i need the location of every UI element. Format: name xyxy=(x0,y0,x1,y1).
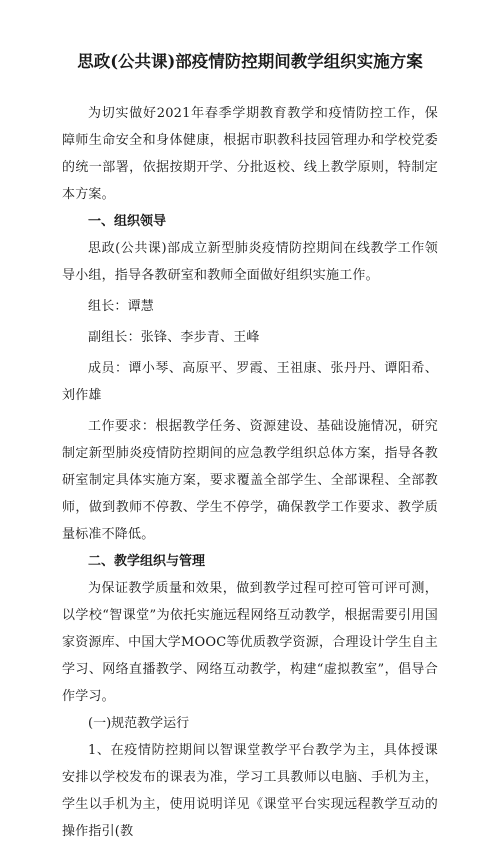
sub-heading-teaching-operation: (一)规范教学运行 xyxy=(88,716,190,731)
work-requirements: 工作要求：根据教学任务、资源建设、基础设施情况，研究制定新型肺炎疫情防控期间的应急教学组织总体方案，指导各教研室制定具体实施方案，要求覆盖全部学生、全部课程、全部教师，做到教师不停教、学生不停学，确保教学工作要求、教学质量标准不降低。 xyxy=(62,419,438,542)
team-members: 成员：谭小琴、高原平、罗霞、王祖康、张丹丹、谭阳希、刘作雄 xyxy=(62,361,438,403)
teaching-paragraph: 为保证教学质量和效果，做到教学过程可控可管可评可测，以学校“智课堂”为依托实施远程网络互动教学，根据需要引用国家资源库、中国大学MOOC等优质教学资源，合理设计学生自主学习、网络直播教学、网络互动教学，构建“虚拟教室”，倡导合作学习。 xyxy=(62,581,438,704)
intro-paragraph: 为切实做好2021年春季学期教育教学和疫情防控工作，保障师生命安全和身体健康，根据市职教科技园管理办和学校党委的统一部署，依据按期开学、分批返校、线上教学原则，特制定本方案。 xyxy=(62,106,438,202)
section-heading-organization: 一、组织领导 xyxy=(88,214,167,229)
team-deputy-leaders: 副组长：张锋、李步青、王峰 xyxy=(88,330,260,345)
document-title: 思政(公共课)部疫情防控期间教学组织实施方案 xyxy=(77,52,423,71)
organization-paragraph: 思政(公共课)部成立新型肺炎疫情防控期间在线教学工作领导小组，指导各教研室和教师全面做好组织实施工作。 xyxy=(62,241,438,283)
document-page xyxy=(62,50,438,845)
team-leader: 组长：谭慧 xyxy=(88,299,155,314)
teaching-item-1: 1、在疫情防控期间以智课堂教学平台教学为主，具体授课安排以学校发布的课表为准，学习工具教师以电脑、手机为主，学生以手机为主，使用说明详见《课堂平台实现远程教学互动的操作指引(教 xyxy=(62,743,438,839)
section-heading-teaching: 二、教学组织与管理 xyxy=(88,554,206,569)
